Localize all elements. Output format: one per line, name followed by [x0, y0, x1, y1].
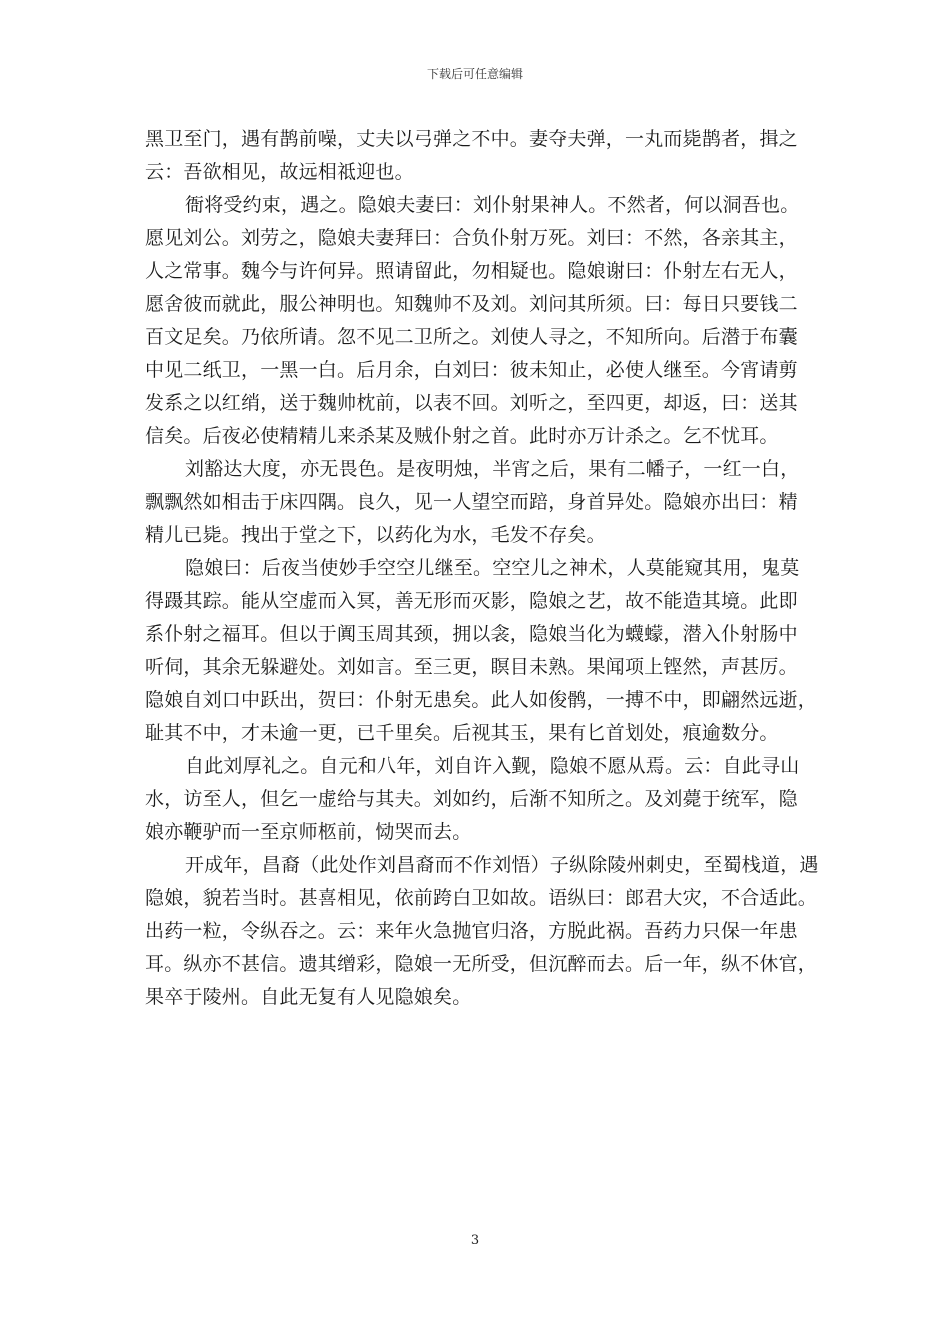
text-line: 百文足矣。乃依所请。忽不见二卫所之。刘使人寻之，不知所向。后潜于布囊 — [145, 326, 798, 348]
text-line: 得蹑其踪。能从空虚而入冥，善无形而灭影，隐娘之艺，故不能造其境。此即 — [145, 590, 798, 612]
text-line: 中见二纸卫，一黑一白。后月余，白刘曰：彼未知止，必使人继至。今宵请剪 — [145, 359, 798, 381]
text-line: 黑卫至门，遇有鹊前噪，丈夫以弓弹之不中。妻夺夫弹，一丸而毙鹊者，揖之 — [145, 128, 798, 150]
text-line: 人之常事。魏今与许何异。照请留此，勿相疑也。隐娘谢曰：仆射左右无人， — [145, 260, 798, 282]
text-line: 听伺，其余无躲避处。刘如言。至三更，瞑目未熟。果闻项上铿然，声甚厉。 — [145, 656, 798, 678]
text-line: 愿舍彼而就此，服公神明也。知魏帅不及刘。刘问其所须。曰：每日只要钱二 — [145, 293, 798, 315]
paragraph-start-line: 衙将受约束，遇之。隐娘夫妻曰：刘仆射果神人。不然者，何以洞吾也。 — [185, 194, 800, 216]
text-line: 发系之以红绡，送于魏帅枕前，以表不回。刘听之，至四更，却返，曰：送其 — [145, 392, 798, 414]
paragraph-start-line: 隐娘曰：后夜当使妙手空空儿继至。空空儿之神术，人莫能窥其用，鬼莫 — [185, 557, 800, 579]
text-line: 隐娘自刘口中跃出，贺曰：仆射无患矣。此人如俊鹘，一搏不中，即翩然远逝， — [145, 689, 818, 711]
text-line: 信矣。后夜必使精精儿来杀某及贼仆射之首。此时亦万计杀之。乞不忧耳。 — [145, 425, 779, 447]
page-number: 3 — [470, 1233, 480, 1248]
text-line: 精儿已毙。拽出于堂之下，以药化为水，毛发不存矣。 — [145, 524, 606, 546]
text-line: 云：吾欲相见，故远相祗迎也。 — [145, 161, 414, 183]
text-line: 耳。纵亦不甚信。遗其缯彩，隐娘一无所受，但沉醉而去。后一年，纵不休官， — [145, 953, 818, 975]
paragraph-start-line: 刘豁达大度，亦无畏色。是夜明烛，半宵之后，果有二幡子，一红一白， — [185, 458, 800, 480]
text-line: 耻其不中，才未逾一更，已千里矣。后视其玉，果有匕首划处，痕逾数分。 — [145, 722, 779, 744]
page-header: 下载后可任意编辑 — [426, 67, 523, 81]
text-line: 果卒于陵州。自此无复有人见隐娘矣。 — [145, 986, 472, 1008]
text-line: 愿见刘公。刘劳之，隐娘夫妻拜曰：合负仆射万死。刘曰：不然，各亲其主， — [145, 227, 798, 249]
text-line: 飘飘然如相击于床四隅。良久，见一人望空而踣，身首异处。隐娘亦出曰：精 — [145, 491, 798, 513]
text-line: 出药一粒，令纵吞之。云：来年火急抛官归洛，方脱此祸。吾药力只保一年患 — [145, 920, 798, 942]
text-line: 隐娘，貌若当时。甚喜相见，依前跨白卫如故。语纵曰：郎君大灾，不合适此。 — [145, 887, 818, 909]
paragraph-start-line: 开成年，昌裔（此处作刘昌裔而不作刘悟）子纵除陵州刺史，至蜀栈道，遇 — [185, 854, 819, 876]
document-body — [145, 123, 819, 1014]
paragraph-start-line: 自此刘厚礼之。自元和八年，刘自许入觐，隐娘不愿从焉。云：自此寻山 — [185, 755, 800, 777]
text-line: 系仆射之福耳。但以于阗玉周其颈，拥以衾，隐娘当化为蠛蠓，潜入仆射肠中 — [145, 623, 798, 645]
text-line: 水，访至人，但乞一虚给与其夫。刘如约，后渐不知所之。及刘薨于统军，隐 — [145, 788, 798, 810]
text-line: 娘亦鞭驴而一至京师柩前，恸哭而去。 — [145, 821, 472, 843]
